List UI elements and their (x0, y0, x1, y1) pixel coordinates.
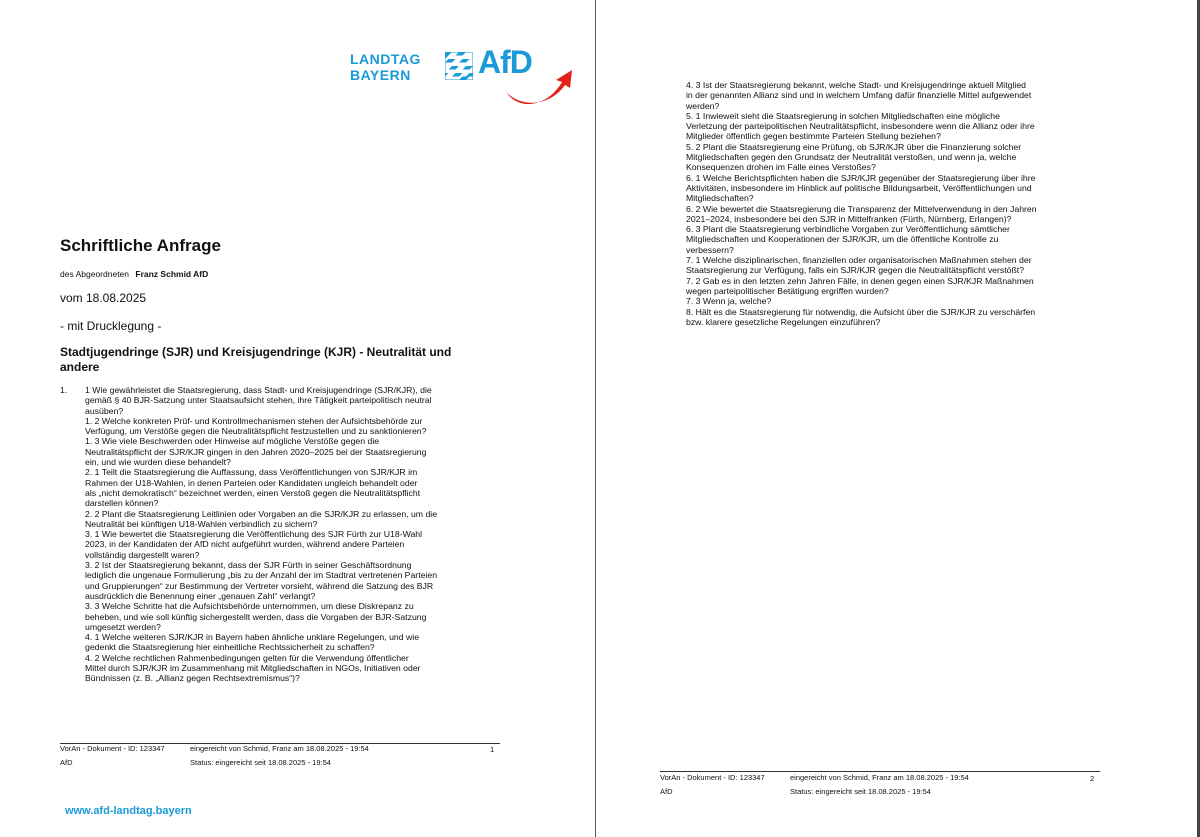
text-line: wegen parteipolitischer Betätigung ergriffen wurden? (686, 285, 889, 296)
footer-doc-id: VorAn - Dokument - ID: 123347 (660, 773, 765, 782)
submission-date: vom 18.08.2025 (60, 291, 147, 305)
text-line: und Gruppierungen“ zur Bestimmung der Vertreter vorsieht, während die Satzung des BJR (85, 580, 434, 591)
text-line: ausdrücklich die Benennung einer „genauen Zahl“ verlangt? (85, 590, 316, 601)
afd-swoosh-arrow-icon (502, 66, 574, 108)
footer-status: Status: eingereicht seit 18.08.2025 - 19:54 (190, 758, 331, 767)
text-line: 1 Wie gewährleistet die Staatsregierung, dass Stadt- und Kreisjugendringe (SJR/KJR), die (85, 385, 432, 395)
text-line: 3. 1 Wie bewertet die Staatsregierung die Veröffentlichung des SJR Fürth zur U18-Wahl (85, 529, 423, 540)
text-line: 4. 2 Welche rechtlichen Rahmenbedingungen gelten für die Verwendung öffentlicher (85, 652, 409, 663)
text-line: vollständig dargestellt waren? (85, 549, 200, 560)
question-list-page-2 (686, 80, 1106, 327)
bavarian-diamond-flag-icon (445, 52, 473, 80)
text-line: Mitgliedschaften gegen den Grundsatz der Neutralität verstoßen, und wenn ja, welche (686, 152, 1017, 163)
text-line: beheben, und wie soll künftig sichergestellt werden, dass die Vorgaben der BJR-Satzung (85, 611, 427, 622)
subject-line: andere (60, 360, 100, 374)
text-line: 4. 1 Welche weiteren SJR/KJR in Bayern haben ähnliche unklare Regelungen, und wie (85, 632, 420, 643)
footer-submitted: eingereicht von Schmid, Franz am 18.08.2025 - 19:54 (790, 773, 969, 782)
page-number: 1 (490, 745, 495, 754)
page-divider (595, 0, 596, 837)
text-line: 1. 2 Welche konkreten Prüf- und Kontrollmechanismen stehen der Aufsichtsbehörde zur (85, 415, 423, 426)
author-line (60, 269, 208, 279)
text-line: Mitgliedschaften und Kooperationen der SJR/KJR, um die öffentliche Kontrolle zu (686, 234, 999, 245)
text-line: verbessern? (686, 244, 734, 255)
footer-divider (660, 771, 1100, 772)
text-line: ausüben? (85, 405, 124, 416)
text-line: Mitglieder öffentlich gegen bestimmte Parteien Stellung beziehen? (686, 131, 941, 142)
text-line: 5. 2 Plant die Staatsregierung eine Prüfung, ob SJR/KJR über die Finanzierung solcher (686, 141, 1022, 152)
text-line: Staatsregierung zur Verfügung, falls ein SJR/KJR gegen die Neutralitätspflicht verstößt? (686, 265, 1025, 276)
website-link[interactable]: www.afd-landtag.bayern (65, 805, 192, 817)
landtag-afd-logo (350, 44, 575, 108)
text-line: Mittel durch SJR/KJR im Zusammenhang mit Mitgliedschaften in NGOs, Initiativen oder (85, 663, 421, 674)
page-number: 2 (1090, 774, 1095, 783)
text-line: gedenkt die Staatsregierung hier einheitliche Rechtssicherheit zu schaffen? (85, 642, 375, 653)
text-line: 2. 1 Teilt die Staatsregierung die Auffassung, dass Veröffentlichungen von SJR/KJR im (85, 467, 418, 478)
text-line: 8. Hält es die Staatsregierung für notwendig, die Aufsicht über die SJR/KJR zu verschärfen (686, 306, 1036, 317)
text-line: gemäß § 40 BJR-Satzung unter Staatsaufsicht stehen, ihre Tätigkeit parteipolitisch neutral (85, 395, 432, 406)
text-line: 6. 2 Wie bewertet die Staatsregierung die Transparenz der Mittelverwendung in den Jahren (686, 203, 1037, 214)
text-line: darstellen können? (85, 498, 159, 509)
text-line: bzw. klarere gesetzliche Regelungen einzuführen? (686, 316, 881, 327)
logo-bayern-text: BAYERN (350, 67, 411, 83)
author-prefix: des Abgeordneten (60, 269, 130, 279)
text-line: 5. 1 Inwieweit sieht die Staatsregierung in solchen Mitgliedschaften eine mögliche (686, 110, 1000, 121)
landtag-bayern-wordmark (350, 51, 421, 83)
afd-wordmark: AfD (478, 44, 532, 80)
question-number: 1. (60, 385, 68, 395)
footer-doc-id: VorAn - Dokument - ID: 123347 (60, 744, 165, 753)
text-line: 7. 1 Welche disziplinarischen, finanziellen oder organisatorischen Maßnahmen stehen der (686, 255, 1032, 266)
text-line: umgesetzt werden? (85, 621, 161, 632)
author-name: Franz Schmid AfD (135, 269, 209, 279)
text-line: Konsequenzen drohen im Falle eines Verstoßes? (686, 162, 876, 173)
text-line: Neutralitätspflicht der SJR/KJR gingen in den Jahren 2020–2025 bei der Staatsregierung (85, 446, 427, 457)
text-line: Rahmen der U18-Wahlen, in denen Parteien oder Kandidaten ungleich behandelt oder (85, 477, 418, 488)
text-line: 6. 3 Plant die Staatsregierung verbindliche Vorgaben zur Veröffentlichung sämtlicher (686, 224, 1010, 235)
footer-party: AfD (660, 787, 673, 796)
text-line: 2. 2 Plant die Staatsregierung Leitlinien oder Vorgaben an die SJR/KJR zu erlassen, um die (85, 508, 438, 519)
text-line: 1. 3 Wie viele Beschwerden oder Hinweise auf mögliche Verstöße gegen die (85, 436, 380, 447)
text-line: 7. 2 Gab es in den letzten zehn Jahren Fälle, in denen gegen einen SJR/KJR Maßnahmen (686, 275, 1034, 286)
text-line: 2021–2024, insbesondere bei den SJR in Mittelfranken (Fürth, Nürnberg, Erlangen)? (686, 213, 1012, 224)
text-line: ein, und wie wurden diese behandelt? (85, 457, 231, 468)
question-text (85, 385, 500, 684)
footer-submitted: eingereicht von Schmid, Franz am 18.08.2025 - 19:54 (190, 744, 369, 753)
text-line: in der genannten Allianz sind und in welchem Umfang dafür finanzielle Mittel aufgewendet (686, 90, 1032, 101)
document-title: Schriftliche Anfrage (60, 236, 221, 255)
footer-status: Status: eingereicht seit 18.08.2025 - 19:54 (790, 787, 931, 796)
document-subject (60, 345, 480, 375)
footer-party: AfD (60, 758, 73, 767)
text-line: 6. 1 Welche Berichtspflichten haben die SJR/KJR gegenüber der Staatsregierung über ihre (686, 172, 1036, 183)
text-line: 3. 2 Ist der Staatsregierung bekannt, dass der SJR Fürth in seiner Geschäftsordnung (85, 560, 412, 571)
text-line: Neutralität bei künftigen U18-Wahlen verbindlich zu sichern? (85, 518, 318, 529)
text-line: Verletzung der parteipolitischen Neutralitätspflicht, insbesondere wenn die Allianz oder ihre (686, 121, 1035, 132)
text-line: lediglich die ungenaue Formulierung „bis zu der Anzahl der im Stadtrat vertretenen Parteien (85, 570, 438, 581)
logo-landtag-text: LANDTAG (350, 51, 421, 67)
text-line: werden? (686, 100, 720, 111)
text-line: Bündnissen (z. B. „Allianz gegen Rechtsextremismus“)? (85, 673, 300, 684)
text-line: 2023, in der Kandidaten der AfD nicht aufgeführt wurden, während andere Parteien (85, 539, 405, 550)
print-note: - mit Drucklegung - (60, 319, 162, 333)
text-line: Verfügung, um Verstöße gegen die Neutralitätspflicht festzustellen und zu sanktionieren? (85, 426, 427, 437)
text-line: Aktivitäten, insbesondere im Hinblick auf politische Bildungsarbeit, Veröffentlichungen und (686, 182, 1032, 193)
document-page-1 (0, 0, 595, 837)
text-line: 3. 3 Welche Schritte hat die Aufsichtsbehörde unternommen, um diese Diskrepanz zu (85, 601, 414, 612)
text-line: als „nicht demokratisch“ bezeichnet werden, einen Verstoß gegen die Neutralitätspflicht (85, 487, 421, 498)
text-line: 7. 3 Wenn ja, welche? (686, 296, 772, 307)
text-line: 4. 3 Ist der Staatsregierung bekannt, welche Stadt- und Kreisjugendringe aktuell Mitglied (686, 80, 1026, 90)
text-line: Mitgliedschaften? (686, 193, 754, 204)
subject-line: Stadtjugendringe (SJR) und Kreisjugendringe (KJR) - Neutralität und (60, 345, 452, 359)
